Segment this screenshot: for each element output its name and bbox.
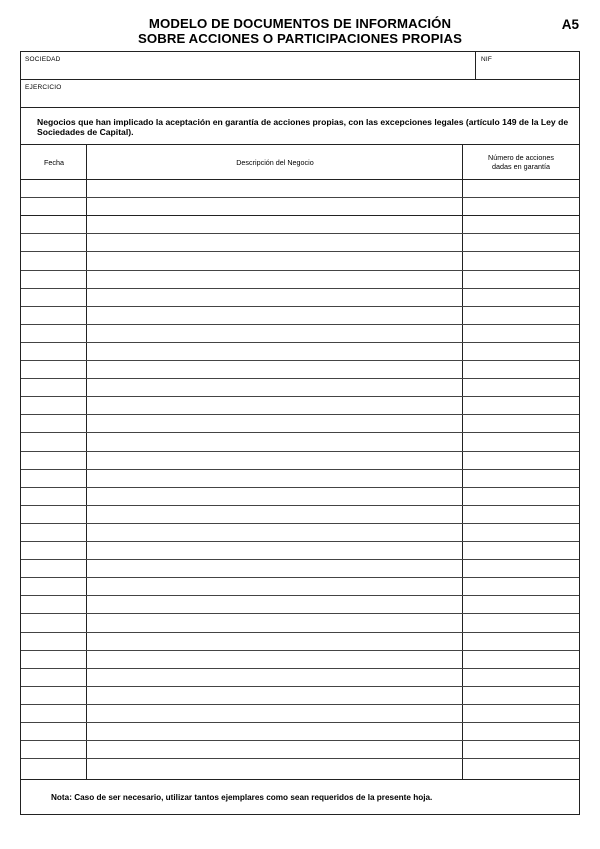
table-row[interactable]: [21, 704, 579, 722]
col-descripcion-header: Descripción del Negocio: [236, 157, 314, 167]
nif-label: NIF: [481, 56, 493, 63]
col-numero-header: [463, 145, 579, 179]
sociedad-field[interactable]: [21, 52, 475, 79]
nota-text: Nota: Caso de ser necesario, utilizar tantos ejemplares como sean requeridos de la presente hoja.: [51, 793, 433, 802]
table-row[interactable]: [21, 378, 579, 396]
table-row[interactable]: [21, 487, 579, 505]
table-row[interactable]: [21, 288, 579, 306]
table-row[interactable]: [21, 686, 579, 704]
ejercicio-label: EJERCICIO: [25, 84, 62, 91]
col-fecha-header: Fecha: [44, 157, 64, 167]
table-header: [21, 145, 579, 180]
table-row[interactable]: [21, 432, 579, 450]
table-row[interactable]: [21, 595, 579, 613]
table-row[interactable]: [21, 722, 579, 740]
table-row[interactable]: [21, 251, 579, 269]
table-row[interactable]: [21, 324, 579, 342]
sociedad-label: SOCIEDAD: [25, 56, 61, 63]
table-row[interactable]: [21, 740, 579, 758]
table-row[interactable]: [21, 233, 579, 251]
table-row[interactable]: [21, 559, 579, 577]
section-description-box: [20, 107, 580, 145]
table-row[interactable]: [21, 342, 579, 360]
negocios-table: [20, 144, 580, 780]
table-row[interactable]: [21, 197, 579, 215]
table-row[interactable]: [21, 360, 579, 378]
table-row[interactable]: [21, 469, 579, 487]
section-description: Negocios que han implicado la aceptación en garantía de acciones propias, con las excepciones legales (artículo 149 de la Ley de Sociedades de Capital).: [37, 117, 569, 137]
table-row[interactable]: [21, 505, 579, 523]
nota-box: [20, 779, 580, 815]
table-row[interactable]: [21, 541, 579, 559]
table-row[interactable]: [21, 632, 579, 650]
table-row[interactable]: [21, 270, 579, 288]
sociedad-row: [20, 51, 580, 80]
table-row[interactable]: [21, 414, 579, 432]
table-row[interactable]: [21, 451, 579, 469]
table-row[interactable]: [21, 650, 579, 668]
form-code: A5: [561, 17, 579, 32]
ejercicio-row[interactable]: [20, 79, 580, 108]
table-row[interactable]: [21, 668, 579, 686]
table-row[interactable]: [21, 215, 579, 233]
table-row[interactable]: [21, 179, 579, 197]
form-title-line2: SOBRE ACCIONES O PARTICIPACIONES PROPIAS: [138, 31, 462, 46]
col-numero-header-line1: Número de acciones: [488, 153, 554, 162]
table-row[interactable]: [21, 396, 579, 414]
table-row[interactable]: [21, 306, 579, 324]
table-row[interactable]: [21, 758, 579, 776]
form-title: [110, 16, 490, 46]
table-row[interactable]: [21, 613, 579, 631]
table-row[interactable]: [21, 523, 579, 541]
table-row[interactable]: [21, 577, 579, 595]
col-numero-header-line2: dadas en garantía: [492, 162, 550, 171]
nif-field[interactable]: [476, 52, 579, 79]
form-title-line1: MODELO DE DOCUMENTOS DE INFORMACIÓN: [148, 16, 452, 31]
